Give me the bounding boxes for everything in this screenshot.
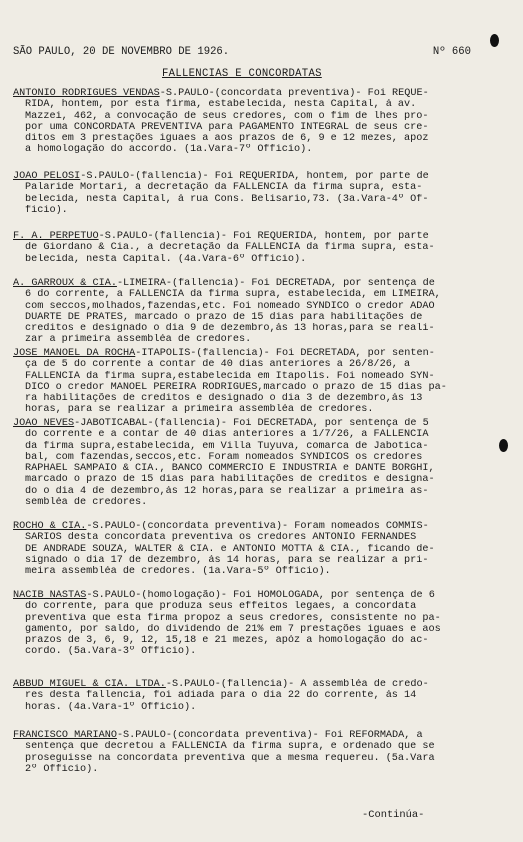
notice-line: do corrente e a contar de 40 dias anteriores a 1/7/26, a FALLENCIA — [25, 429, 429, 441]
company-name: ANTONIO RODRIGUES VENDAS — [13, 88, 160, 99]
bulletin-number: Nº 660 — [432, 46, 471, 58]
notice-line — [13, 521, 487, 532]
notice-line — [13, 231, 487, 242]
notice-text: -S.PAULO-(concordata preventiva)- Foi REFORMADA, a — [116, 730, 423, 741]
notice-line: do corrente, para que produza seus effeitos legaes, a concordata — [25, 601, 417, 613]
notice-line — [13, 590, 487, 601]
notice-line: DE ANDRADE SOUZA, WALTER & CIA. e ANTONIO MOTTA & CIA., ficando de- — [25, 543, 435, 555]
notice-text: -JABOTICABAL-(fallencia)- Foi DECRETADA, por sentença de 5 — [74, 418, 429, 429]
notice-text: -S.PAULO-(concordata preventiva)- Foram nomeados COMMIS- — [86, 521, 429, 532]
notice-line: belecida, nesta Capital, á rua Cons. Belisario,73. (3a.Vara-4º Of- — [25, 193, 429, 205]
notice-line: horas. (4a.Vara-1º Officio). — [25, 701, 197, 713]
continuation-note: -Continúa- — [362, 809, 425, 821]
company-name: ABBUD MIGUEL & CIA. LTDA. — [13, 679, 166, 690]
notice-line — [13, 88, 487, 99]
notice-line: sentença que decretou a FALLENCIA da firma supra, e ordenado que se — [25, 741, 435, 753]
notice-line: 6 do corrente, a FALLENCIA da firma supra, estabelecida, em LIMEIRA, — [25, 289, 441, 301]
notice-text: -S.PAULO-(fallencia)- Foi REQUERIDA, hontem, por parte de — [80, 171, 429, 182]
document-header — [13, 46, 471, 59]
notice-line: DICO o credor MANOEL PEREIRA RODRIGUES,marcado o prazo de 15 dias pa- — [25, 381, 447, 393]
notice-line: ditos em 3 prestações iguaes a aos prazos de 6, 9 e 12 mezes, apoz — [25, 133, 429, 145]
notice-line: SARIOS desta concordata preventiva os credores ANTONIO FERNANDES — [25, 532, 417, 544]
notice-entry — [13, 88, 487, 156]
notice-line: Palaride Mortari, a decretação da FALLENCIA da firma supra, esta- — [25, 182, 423, 194]
company-name: ROCHO & CIA. — [13, 521, 87, 532]
notice-line: prazos de 3, 6, 9, 12, 15,18 e 21 mezes, apóz a homologação do ac- — [25, 635, 429, 647]
company-name: A. GARROUX & CIA. — [13, 278, 117, 289]
notice-entry — [13, 590, 487, 658]
notice-line: sembléa de credores. — [25, 497, 148, 509]
notice-line: zar a primeira assembléa de credores. — [25, 334, 252, 346]
notice-entry — [13, 730, 487, 775]
punch-hole-mark — [499, 439, 508, 452]
notice-entry — [13, 348, 487, 416]
dateline: SÃO PAULO, 20 DE NOVEMBRO DE 1926. — [13, 46, 230, 58]
punch-hole-mark — [490, 34, 499, 47]
notice-line: com seccos,molhados,fazendas,etc. Foi nomeado SYNDICO o credor ADÃO — [25, 300, 435, 312]
notice-line: bal, com fazendas,seccos,etc. Foram nomeados SYNDICOS os credores — [25, 451, 423, 463]
notice-line: gamento, por saldo, do dividendo de 21% em 7 prestações iguaes e aos — [25, 623, 441, 635]
notice-text: -LIMEIRA-(fallencia)- Foi DECRETADA, por sentença de — [116, 278, 435, 289]
notice-text: -S.PAULO-(homologação)- Foi HOMOLOGADA, por sentença de 6 — [86, 590, 435, 601]
notice-entry — [13, 679, 487, 713]
notice-line: de Giordano & Cia., a decretação da FALLENCIA da firma supra, esta- — [25, 242, 435, 254]
notice-line: DUARTE DE PRATES, marcado o prazo de 15 dias para habilitações de — [25, 311, 423, 323]
notice-line: RIDA, hontem, por esta firma, estabelecida, nesta Capital, á av. — [25, 99, 417, 111]
notice-line: meira assembléa de credores. (1a.Vara-5º Officio). — [25, 566, 331, 578]
notice-line: FALLENCIA da firma supra,estabelecida em Itapolis. Foi nomeado SYN- — [25, 370, 435, 382]
notice-line: marcado o prazo de 15 dias para habilitações de creditos e designa- — [25, 474, 435, 486]
notice-line: RAPHAEL SAMPAIO & CIA., BANCO COMMERCIO E INDUSTRIA e DANTE BORGHI, — [25, 463, 435, 475]
notice-line: cordo. (5a.Vara-3º Officio). — [25, 646, 197, 658]
notice-line: do o dia 4 de dezembro,ás 12 horas,para se realizar a primeira as- — [25, 485, 429, 497]
company-name: NACIB NASTAS — [13, 590, 87, 601]
notice-entry — [13, 231, 487, 265]
notice-entry — [13, 418, 487, 508]
notice-line: signado o dia 17 de dezembro, ás 14 horas, para se realizar a pri- — [25, 554, 429, 566]
notice-line: Mazzei, 462, a convocação de seus credores, com o fim de lhes pro- — [25, 110, 429, 122]
notice-line: 2º Officio). — [25, 763, 99, 775]
notice-line — [13, 278, 487, 289]
company-name: F. A. PERPETUO — [13, 231, 99, 242]
notice-line: belecida, nesta Capital. (4a.Vara-6º Officio). — [25, 253, 307, 265]
notice-entry — [13, 278, 487, 346]
notice-line — [13, 730, 487, 741]
notice-text: -S.PAULO-(fallencia)- A assembléa de credo- — [165, 679, 429, 690]
company-name: JOÃO NEVES — [13, 418, 75, 429]
notice-line: a homologação do accordo. (1a.Vara-7º Officio). — [25, 144, 313, 156]
notice-text: -ITAPOLIS-(fallencia)- Foi DECRETADA, por senten- — [135, 348, 435, 359]
notice-line — [13, 679, 487, 690]
notice-line: preventiva que esta firma propoz a seus credores, consistente no pa- — [25, 612, 441, 624]
notice-line: da firma supra,estabelecida, em Villa Tuyuva, comarca de Jabotica- — [25, 440, 429, 452]
notice-line — [13, 171, 487, 182]
company-name: JOÃO PELOSI — [13, 171, 81, 182]
notice-line: res desta fallencia, foi adiada para o dia 22 do corrente, ás 14 — [25, 690, 417, 702]
notice-text: -S.PAULO-(fallencia)- Foi REQUERIDA, hontem, por parte — [98, 231, 429, 242]
notice-line: por uma CONCORDATA PREVENTIVA para PAGAMENTO INTEGRAL de seus cre- — [25, 121, 429, 133]
section-title: FALLENCIAS E CONCORDATAS — [162, 68, 322, 80]
company-name: JOSÉ MANOEL DA ROCHA — [13, 348, 136, 359]
notice-line — [13, 348, 487, 359]
notice-text: -S.PAULO-(concordata preventiva)- Foi REQUE- — [159, 88, 429, 99]
notice-line: ficio). — [25, 204, 68, 216]
notice-entry — [13, 521, 487, 577]
notice-line: proseguisse na concordata preventiva que a mesma requereu. (5a.Vara — [25, 752, 435, 764]
notice-entry — [13, 171, 487, 216]
notice-line — [13, 418, 487, 429]
notice-line: ça de 5 do corrente a contar de 40 dias anteriores a 26/8/26, a — [25, 359, 411, 371]
company-name: FRANCISCO MARIANO — [13, 730, 117, 741]
notice-line: horas, para se realizar a primeira assembléa de credores. — [25, 404, 374, 416]
notice-line: ra habilitações de creditos e designado o dia 3 de dezembro,ás 13 — [25, 393, 423, 405]
notice-line: creditos e designado o dia 9 de dezembro,ás 13 horas,para se reali- — [25, 323, 435, 335]
